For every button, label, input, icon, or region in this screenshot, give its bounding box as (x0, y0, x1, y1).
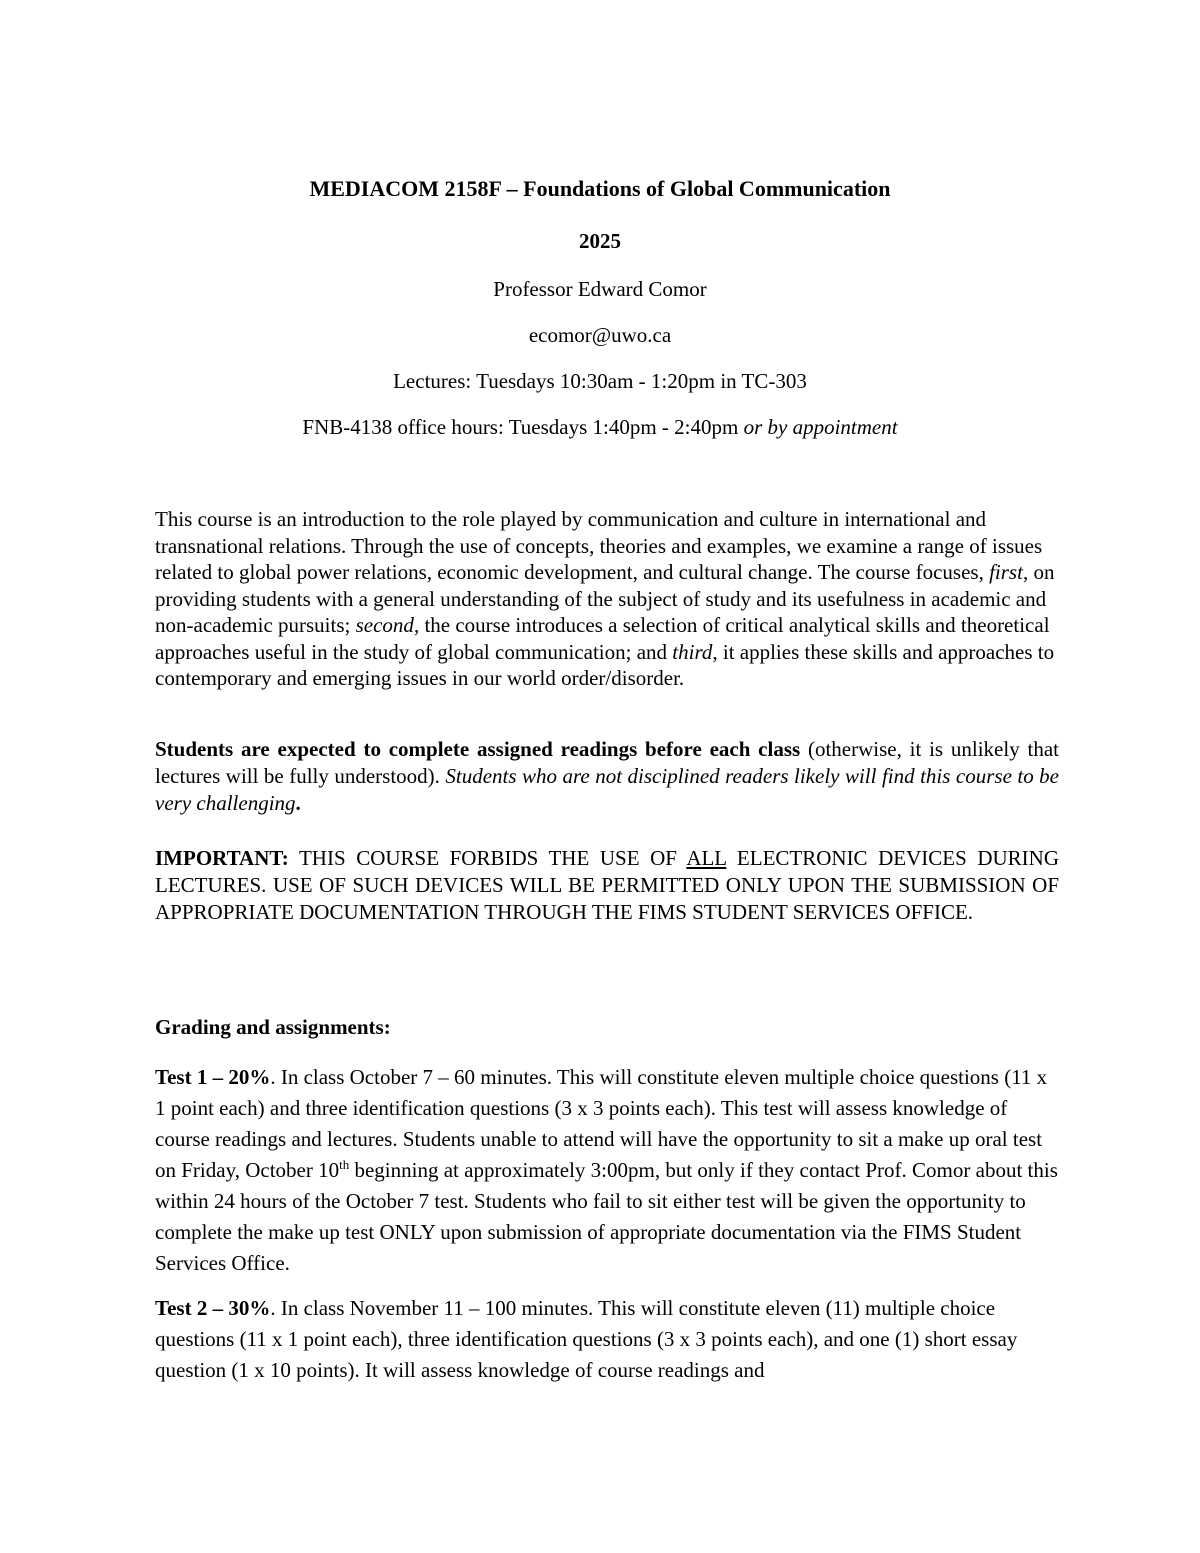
expectations-italic: Students who are not disciplined readers likely will find this course to be very challenging (155, 764, 1059, 815)
intro-second: second (355, 613, 414, 637)
important-text-1: THIS COURSE FORBIDS THE USE OF (288, 846, 687, 870)
test-1-paragraph (155, 1062, 1059, 1279)
office-hours (0, 414, 1200, 440)
intro-text-4: , it applies these skills and approaches to contemporary and emerging issues in our world order/disorder. (155, 639, 1055, 690)
office-hours-text: FNB-4138 office hours: Tuesdays 1:40pm - 2:40pm (302, 415, 744, 439)
test-1-text-1: . In class October 7 – 60 minutes. This will constitute eleven multiple choice questions (11 x 1 point each) and three identification questions (3 x 3 points each). This test will assess knowledge of course readings and lectures. Students unable to attend will have the opportunity to sit a make up oral test on Friday, October 10 (155, 1065, 1048, 1182)
professor-name: Professor Edward Comor (493, 277, 707, 301)
important-label: IMPORTANT: (155, 846, 289, 870)
test-2-paragraph (155, 1293, 1059, 1386)
important-notice (155, 845, 1059, 926)
expectations-end: . (295, 791, 301, 815)
important-all: ALL (686, 846, 727, 870)
intro-third: third (672, 639, 713, 664)
test-1-superscript: th (339, 1157, 350, 1172)
test-2-text: . In class November 11 – 100 minutes. This will constitute eleven (11) multiple choice questions (11 x 1 point each), three identification questions (3 x 3 points each), and one (1) short essay question (1 x 10 points). It will assess knowledge of course readings and (155, 1296, 1018, 1382)
lecture-schedule: Lectures: Tuesdays 10:30am - 1:20pm in TC-303 (393, 369, 807, 393)
intro-first: first (989, 560, 1023, 584)
intro-text-2: , on providing students with a general understanding of the subject of study and its usefulness in academic and non-academic pursuits; (155, 560, 1055, 637)
important-text-2: ELECTRONIC DEVICES DURING LECTURES. USE OF SUCH DEVICES WILL BE PERMITTED ONLY UPON THE SUBMISSION OF APPROPRIATE DOCUMENTATION THROUGH THE FIMS STUDENT SERVICES OFFICE. (155, 846, 1059, 924)
test-2-label: Test 2 – 30% (155, 1296, 271, 1320)
office-hours-alt: or by appointment (743, 415, 898, 439)
intro-text-3: , the course introduces a selection of critical analytical skills and theoretical approaches useful in the study of global communication; and (155, 613, 1050, 664)
intro-text-1: This course is an introduction to the role played by communication and culture in international and transnational relations. Through the use of concepts, theories and examples, we examine a range of issues related to global power relations, economic development, and cultural change. The course focuses, (155, 507, 1043, 584)
expectations-bold: Students are expected to complete assigned readings before each class (155, 737, 801, 761)
expectations-text: (otherwise, it is unlikely that lectures will be fully understood). (155, 737, 1059, 788)
course-year: 2025 (579, 229, 621, 253)
course-title: MEDIACOM 2158F – Foundations of Global Communication (309, 176, 891, 201)
professor-email: ecomor@uwo.ca (528, 323, 672, 347)
intro-paragraph (155, 506, 1059, 692)
test-1-text-2: beginning at approximately 3:00pm, but only if they contact Prof. Comor about this within 24 hours of the October 7 test. Students who fail to sit either test will be given the opportunity to complete the make up test ONLY upon submission of appropriate documentation via the FIMS Student Services Office. (155, 1158, 1058, 1275)
grading-heading: Grading and assignments: (155, 1015, 391, 1039)
test-1-label: Test 1 – 20% (155, 1065, 271, 1089)
expectations-paragraph (155, 736, 1059, 817)
